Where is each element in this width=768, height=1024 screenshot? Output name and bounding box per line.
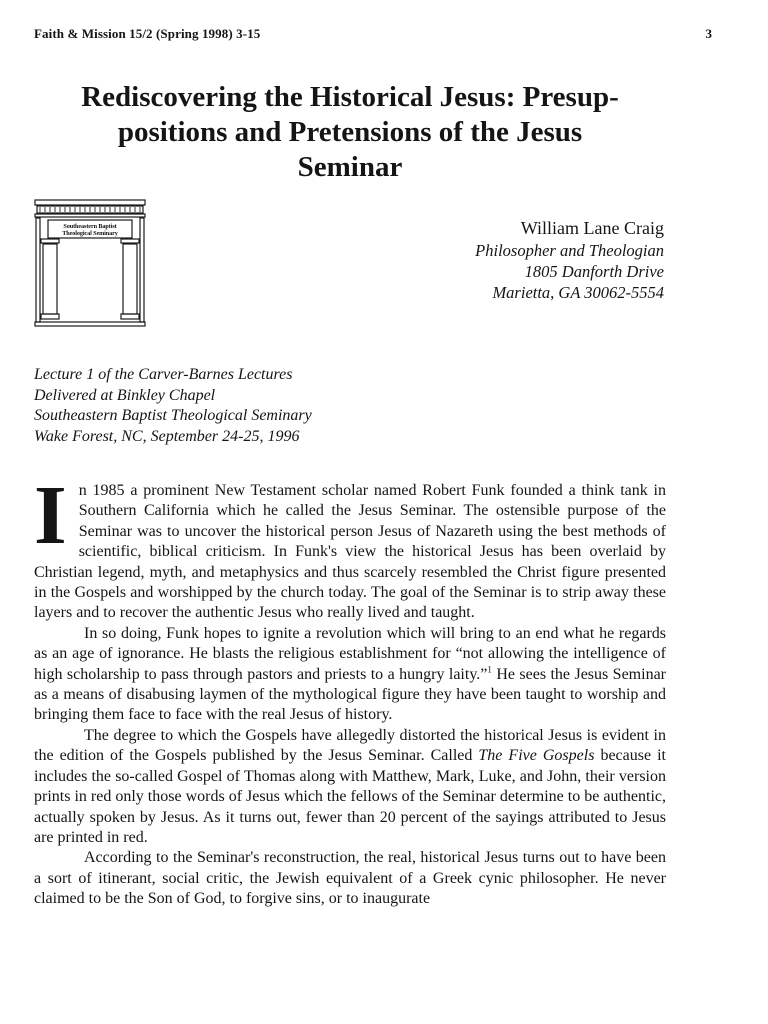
footnote-marker: 1 <box>487 664 492 675</box>
paragraph-3-text-a: The degree to which the Gospels have allegedly distorted the historical Jesus is evident in the edition of the Gospels published by the Jesus Seminar. Called <box>34 726 666 765</box>
paragraph-2-text-a: In so doing, Funk hopes to ignite a revolution which will bring to an end what he regards as an age of ignorance. He blasts the religious establishment for “not allowing the intelligence of high scholarship to pass through pastors and priests to a hungry laity.” <box>34 624 666 683</box>
paragraph-3 <box>34 726 666 848</box>
article-body <box>34 469 667 910</box>
title-line-2: positions and Pretensions of the Jesus <box>117 116 583 148</box>
paragraph-2 <box>34 624 666 726</box>
seminary-logo <box>34 198 146 328</box>
page-number: 3 <box>705 26 712 41</box>
title-line-1: Rediscovering the Historical Jesus: Presup- <box>81 81 619 113</box>
author-role: Philosopher and Theologian <box>475 241 664 260</box>
title-line-3: Seminar <box>297 151 403 183</box>
author-city: Marietta, GA 30062-5554 <box>492 283 664 302</box>
author-name: William Lane Craig <box>520 218 664 238</box>
logo-text-line-1: Southeastern Baptist <box>63 223 117 230</box>
logo-text-line-2: Theological Seminary <box>62 230 118 237</box>
paragraph-3-text-b: because it includes the so-called Gospel of Thomas along with Matthew, Mark, Luke, and John, their version prints in red only those words of Jesus which the fellows of the Seminar determine to be authentic, actually spoken by Jesus. As it turns out, fewer than 20 percent of the sayings attributed to Jesus are printed in red. <box>34 747 667 846</box>
lecture-info <box>34 365 312 447</box>
paragraph-2-text-b: He sees the Jesus Seminar as a means of disabusing laymen of the mythological figure they have been taught to worship and bringing them face to face with the real Jesus of history. <box>34 665 666 724</box>
lecture-line-2: Delivered at Binkley Chapel <box>34 386 216 404</box>
author-street: 1805 Danforth Drive <box>524 262 664 281</box>
author-block <box>475 218 664 303</box>
lecture-line-1: Lecture 1 of the Carver-Barnes Lectures <box>34 366 293 383</box>
journal-header: Faith & Mission 15/2 (Spring 1998) 3-15 <box>34 26 261 41</box>
lecture-line-4: Wake Forest, NC, September 24-25, 1996 <box>34 427 300 445</box>
paragraph-1-text: n 1985 a prominent New Testament scholar named Robert Funk founded a think tank in Southern California which he called the Jesus Seminar. The ostensible purpose of the Seminar was to uncover the historical person Jesus of Nazareth using the best methods of scientific, biblical criticism. In Funk's view the historical Jesus has been overlaid by Christian legend, myth, and metaphysics and thus scarcely resembled the Christ figure presented in the Gospels and worshipped by the church today. The goal of the Seminar is to strip away these layers and to recover the authentic Jesus who really lived and taught. <box>34 482 666 622</box>
lecture-line-3: Southeastern Baptist Theological Seminary <box>34 407 312 424</box>
drop-cap: I <box>34 469 67 562</box>
article-title <box>30 80 670 185</box>
paragraph-1 <box>34 469 666 624</box>
book-title: The Five Gospels <box>478 747 595 765</box>
paragraph-4: According to the Seminar's reconstruction, the real, historical Jesus turns out to have been a sort of itinerant, social critic, the Jewish equivalent of a Greek cynic philosopher. He never claimed to be the Son of God, to forgive sins, or to inaugurate <box>34 849 666 908</box>
